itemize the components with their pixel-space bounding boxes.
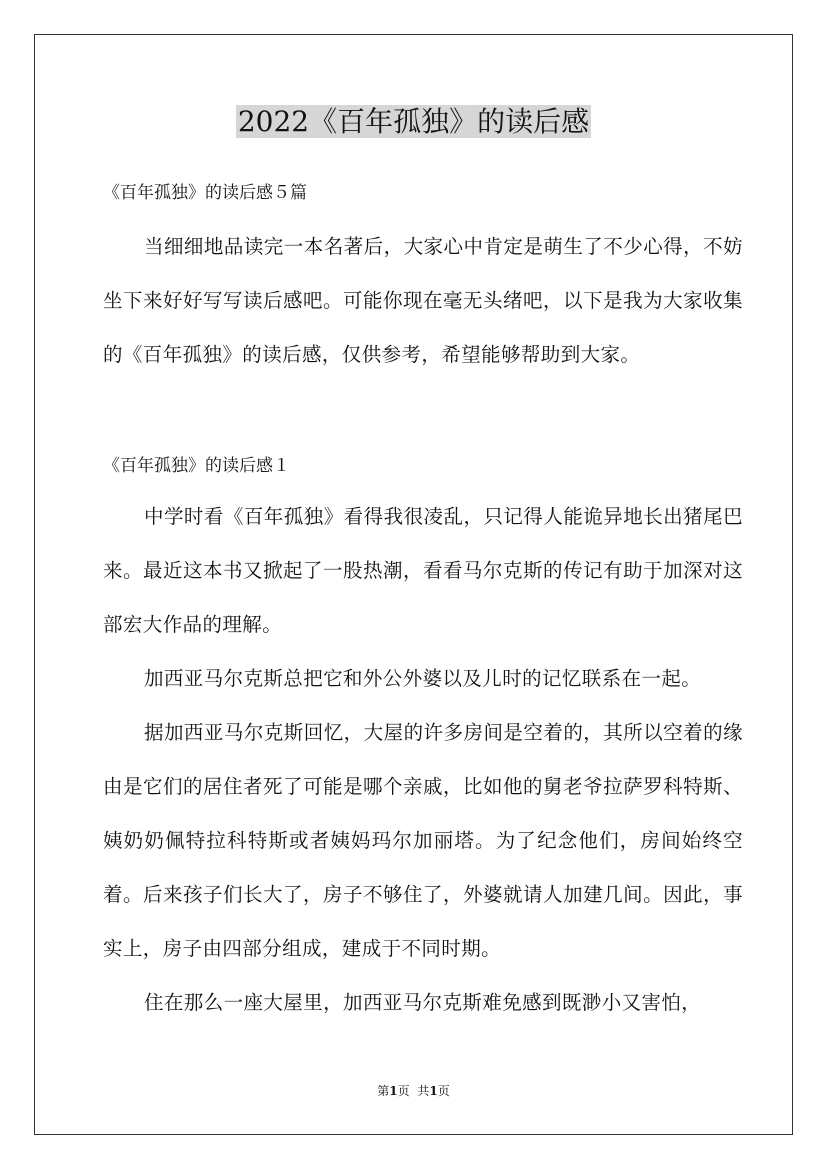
body-paragraph-2: 加西亚马尔克斯总把它和外公外婆以及儿时的记忆联系在一起。 — [144, 667, 702, 690]
footer-total-prefix: 共 — [417, 1084, 430, 1098]
footer-page-number: 1 — [389, 1084, 398, 1098]
body-paragraph-1: 中学时看《百年孤独》看得我很凌乱，只记得人能诡异地长出猪尾巴来。最近这本书又掀起了一股热潮，看看马尔克斯的传记有助于加深对这部宏大作品的理解。 — [103, 505, 743, 636]
section-heading-main: 《百年孤独》的读后感５篇 — [103, 183, 307, 203]
body-paragraph-4: 住在那么一座大屋里，加西亚马尔克斯难免感到既渺小又害怕， — [144, 991, 702, 1014]
footer-page-suffix: 页 — [397, 1084, 410, 1098]
document-title — [0, 100, 827, 144]
section-heading-1: 《百年孤独》的读后感１ — [103, 456, 290, 476]
footer-total-pages: 1 — [429, 1084, 438, 1098]
body-paragraph-3: 据加西亚马尔克斯回忆，大屋的许多房间是空着的，其所以空着的缘由是它们的居住者死了可能是哪个亲戚，比如他的舅老爷拉萨罗科特斯、姨奶奶佩特拉科特斯或者姨妈玛尔加丽塔。为了纪念他们，房间始终空着。后来孩子们长大了，房子不够住了，外婆就请人加建几间。因此，事实上，房子由四部分组成，建成于不同时期。 — [103, 721, 743, 960]
document-title-text: 2022《百年孤独》的读后感 — [237, 105, 590, 138]
footer-page-prefix: 第 — [377, 1084, 390, 1098]
intro-paragraph: 当细细地品读完一本名著后，大家心中肯定是萌生了不少心得，不妨坐下来好好写写读后感吧。可能你现在毫无头绪吧，以下是我为大家收集的《百年孤独》的读后感，仅供参考，希望能够帮助到大家。 — [103, 235, 743, 366]
footer-total-suffix: 页 — [437, 1084, 450, 1098]
page-footer — [0, 1082, 827, 1100]
